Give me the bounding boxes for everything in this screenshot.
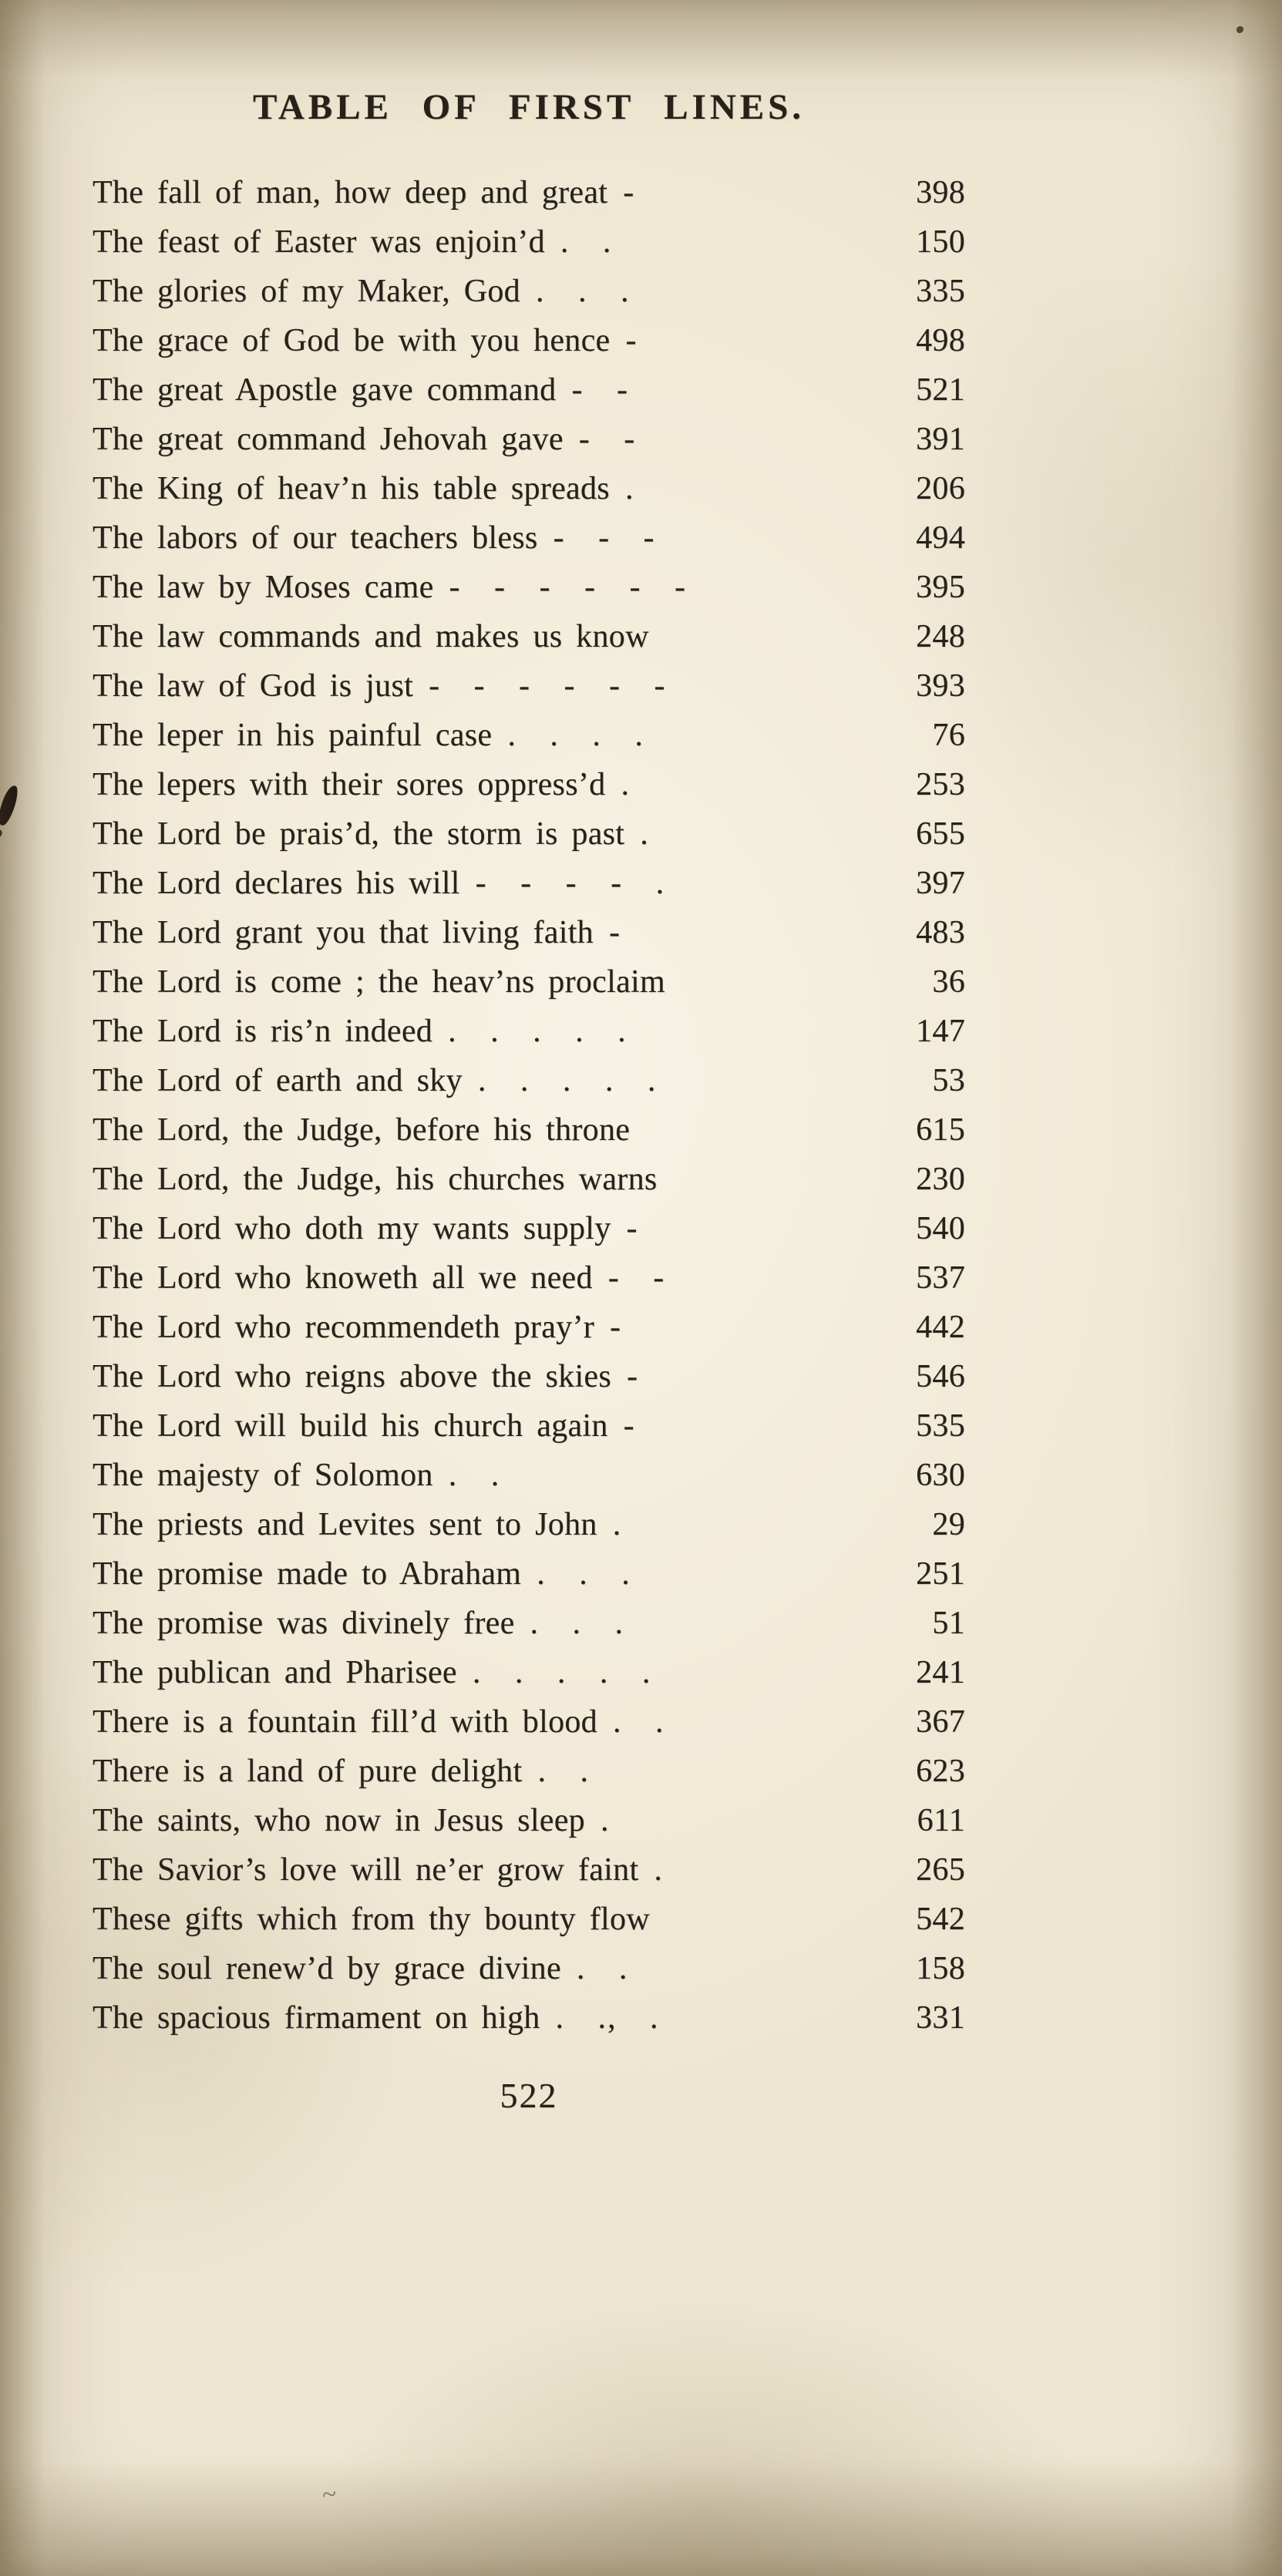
index-entry	[93, 859, 965, 908]
entry-page-number: 76	[932, 718, 965, 753]
entry-page-number: 331	[916, 2000, 965, 2036]
index-entry	[93, 1895, 965, 1944]
first-line-text: The feast of Easter was enjoin’d	[93, 224, 545, 260]
entry-page-number: 535	[916, 1408, 965, 1444]
first-line-text: The law by Moses came	[93, 570, 434, 605]
index-entry	[93, 267, 965, 316]
scan-speck	[1237, 26, 1243, 33]
first-line-text: The labors of our teachers bless	[93, 520, 538, 556]
entry-page-number: 51	[932, 1606, 965, 1641]
index-entry	[93, 957, 965, 1007]
entry-page-number: 29	[932, 1507, 965, 1542]
first-line-text: The Lord is ris’n indeed	[93, 1014, 433, 1049]
leader-dots: .	[621, 767, 631, 802]
entry-page-number: 623	[916, 1754, 965, 1789]
leader-dots: . .	[576, 1951, 629, 1986]
page-title: TABLE OF FIRST LINES.	[252, 87, 806, 127]
first-line-text: The law of God is just	[93, 668, 414, 704]
index-entry	[93, 1253, 965, 1303]
leader-dots: . ., .	[555, 2000, 660, 2036]
index-entry	[93, 1549, 965, 1599]
index-entry	[93, 612, 965, 661]
first-line-text: The Lord, the Judge, his churches warns	[93, 1162, 658, 1197]
first-line-text: The law commands and makes us know	[93, 619, 649, 654]
entry-page-number: 335	[916, 274, 965, 309]
entry-page-number: 206	[916, 471, 965, 506]
index-entry	[93, 415, 965, 464]
page-number: 522	[500, 2076, 558, 2115]
first-line-text: The grace of God be with you hence	[93, 323, 611, 358]
pencil-mark: ~	[321, 2480, 338, 2510]
first-line-text: The priests and Levites sent to John	[93, 1507, 597, 1542]
first-line-text: The majesty of Solomon	[93, 1458, 433, 1493]
first-line-text: The saints, who now in Jesus sleep	[93, 1803, 585, 1838]
index-entry	[93, 1845, 965, 1895]
first-line-text: The fall of man, how deep and great	[93, 175, 608, 210]
index-entry	[93, 563, 965, 612]
leader-dots: .	[612, 1507, 623, 1542]
leader-dots: . .	[612, 1704, 665, 1740]
index-entry	[93, 513, 965, 563]
entry-page-number: 253	[916, 767, 965, 802]
index-entry	[93, 1697, 965, 1747]
index-entry	[93, 1352, 965, 1401]
index-entry	[93, 365, 965, 415]
leader-dots: . .	[448, 1458, 501, 1493]
index-entry	[93, 908, 965, 957]
first-line-text: There is a fountain fill’d with blood	[93, 1704, 597, 1740]
first-line-text: The promise made to Abraham	[93, 1556, 522, 1592]
first-line-text: The Lord be prais’d, the storm is past	[93, 816, 625, 852]
entry-page-number: 150	[916, 224, 965, 260]
first-line-text: The glories of my Maker, God	[93, 274, 520, 309]
index-entry	[93, 1155, 965, 1204]
index-entry	[93, 1204, 965, 1253]
leader-dots: -	[623, 175, 636, 210]
index-entry	[93, 1599, 965, 1648]
entry-page-number: 147	[916, 1014, 965, 1049]
leader-dots: . . .	[530, 1606, 625, 1641]
entry-page-number: 36	[932, 964, 965, 1000]
index-entry	[93, 316, 965, 365]
index-entry	[93, 711, 965, 760]
entry-page-number: 546	[916, 1359, 965, 1394]
first-line-text: The Lord who recommendeth pray’r	[93, 1310, 595, 1345]
first-line-text: The Lord declares his will	[93, 866, 460, 901]
index-entry	[93, 1747, 965, 1796]
first-line-text: The leper in his painful case	[93, 718, 493, 753]
entry-page-number: 498	[916, 323, 965, 358]
entry-page-number: 395	[916, 570, 965, 605]
leader-dots: . . . .	[507, 718, 644, 753]
first-line-text: The Lord will build his church again	[93, 1408, 608, 1444]
entry-page-number: 230	[916, 1162, 965, 1197]
entry-page-number: 521	[916, 372, 965, 408]
first-line-text: The publican and Pharisee	[93, 1655, 457, 1690]
entry-page-number: 542	[916, 1902, 965, 1937]
entry-page-number: 158	[916, 1951, 965, 1986]
leader-dots: - - - - .	[475, 866, 666, 901]
leader-dots: -	[626, 1211, 639, 1246]
entry-page-number: 367	[916, 1704, 965, 1740]
first-line-text: The Savior’s love will ne’er grow faint	[93, 1852, 639, 1888]
leader-dots: .	[640, 816, 650, 852]
leader-dots: - - - - - -	[429, 668, 667, 704]
leader-dots: - - - - - -	[449, 570, 687, 605]
first-line-text: The great command Jehovah gave	[93, 422, 564, 457]
index-entry	[93, 1105, 965, 1155]
leader-dots: - -	[571, 372, 629, 408]
entry-page-number: 248	[916, 619, 965, 654]
leader-dots: . . . . .	[448, 1014, 628, 1049]
entry-page-number: 391	[916, 422, 965, 457]
entry-page-number: 537	[916, 1260, 965, 1296]
first-line-text: The Lord is come ; the heav’ns proclaim	[93, 964, 665, 1000]
index-entry	[93, 1401, 965, 1451]
leader-dots: -	[627, 1359, 640, 1394]
leader-dots: . . . . .	[472, 1655, 652, 1690]
first-line-text: The spacious firmament on high	[93, 2000, 540, 2036]
first-line-text: The King of heav’n his table spreads	[93, 471, 610, 506]
index-entry	[93, 1007, 965, 1056]
leader-dots: .	[624, 471, 635, 506]
index-entry	[93, 760, 965, 809]
index-entry	[93, 1993, 965, 2043]
first-line-text: The Lord, the Judge, before his throne	[93, 1112, 631, 1148]
leader-dots: .	[654, 1852, 664, 1888]
entry-page-number: 393	[916, 668, 965, 704]
index-entry	[93, 1648, 965, 1697]
index-entry	[93, 1056, 965, 1105]
first-line-text: The soul renew’d by grace divine	[93, 1951, 561, 1986]
entry-page-number: 483	[916, 915, 965, 950]
entry-page-number: 611	[917, 1803, 965, 1838]
leader-dots: - -	[607, 1260, 666, 1296]
entry-page-number: 241	[916, 1655, 965, 1690]
ink-smudge	[0, 784, 20, 828]
first-line-text: The Lord who doth my wants supply	[93, 1211, 611, 1246]
index-entry	[93, 1944, 965, 1993]
first-line-text: The lepers with their sores oppress’d	[93, 767, 606, 802]
first-line-text: The Lord who knoweth all we need	[93, 1260, 593, 1296]
first-line-text: There is a land of pure delight	[93, 1754, 523, 1789]
leader-dots: -	[609, 915, 621, 950]
index-entry	[93, 661, 965, 711]
index-entry	[93, 168, 965, 217]
leader-dots: . . . . .	[477, 1063, 658, 1098]
index-entry	[93, 1303, 965, 1352]
entry-page-number: 398	[916, 175, 965, 210]
leader-dots: .	[600, 1803, 611, 1838]
leader-dots: -	[610, 1310, 623, 1345]
index-entry	[93, 464, 965, 513]
first-line-text: The Lord who reigns above the skies	[93, 1359, 612, 1394]
page-content	[93, 86, 965, 2116]
leader-dots: -	[623, 1408, 636, 1444]
leader-dots: . . .	[535, 274, 631, 309]
first-line-text: The Lord grant you that living faith	[93, 915, 594, 950]
leader-dots: -	[625, 323, 638, 358]
first-line-text: These gifts which from thy bounty flow	[93, 1902, 650, 1937]
leader-dots: - - -	[553, 520, 656, 556]
index-entry	[93, 1796, 965, 1845]
entry-page-number: 630	[916, 1458, 965, 1493]
entry-page-number: 53	[932, 1063, 965, 1098]
index-entry	[93, 217, 965, 267]
leader-dots: . .	[537, 1754, 590, 1789]
index-entry	[93, 1500, 965, 1549]
entry-page-number: 265	[916, 1852, 965, 1888]
leader-dots: . . .	[537, 1556, 631, 1592]
entry-page-number: 442	[916, 1310, 965, 1345]
index-entry	[93, 1451, 965, 1500]
leader-dots: . .	[560, 224, 613, 260]
index-entry	[93, 809, 965, 859]
first-line-text: The great Apostle gave command	[93, 372, 557, 408]
first-line-text: The Lord of earth and sky	[93, 1063, 463, 1098]
entry-page-number: 251	[916, 1556, 965, 1592]
first-lines-list	[93, 168, 965, 2043]
entry-page-number: 540	[916, 1211, 965, 1246]
entry-page-number: 615	[916, 1112, 965, 1148]
first-line-text: The promise was divinely free	[93, 1606, 515, 1641]
leader-dots: - -	[578, 422, 637, 457]
entry-page-number: 397	[916, 866, 965, 901]
entry-page-number: 494	[916, 520, 965, 556]
entry-page-number: 655	[916, 816, 965, 852]
